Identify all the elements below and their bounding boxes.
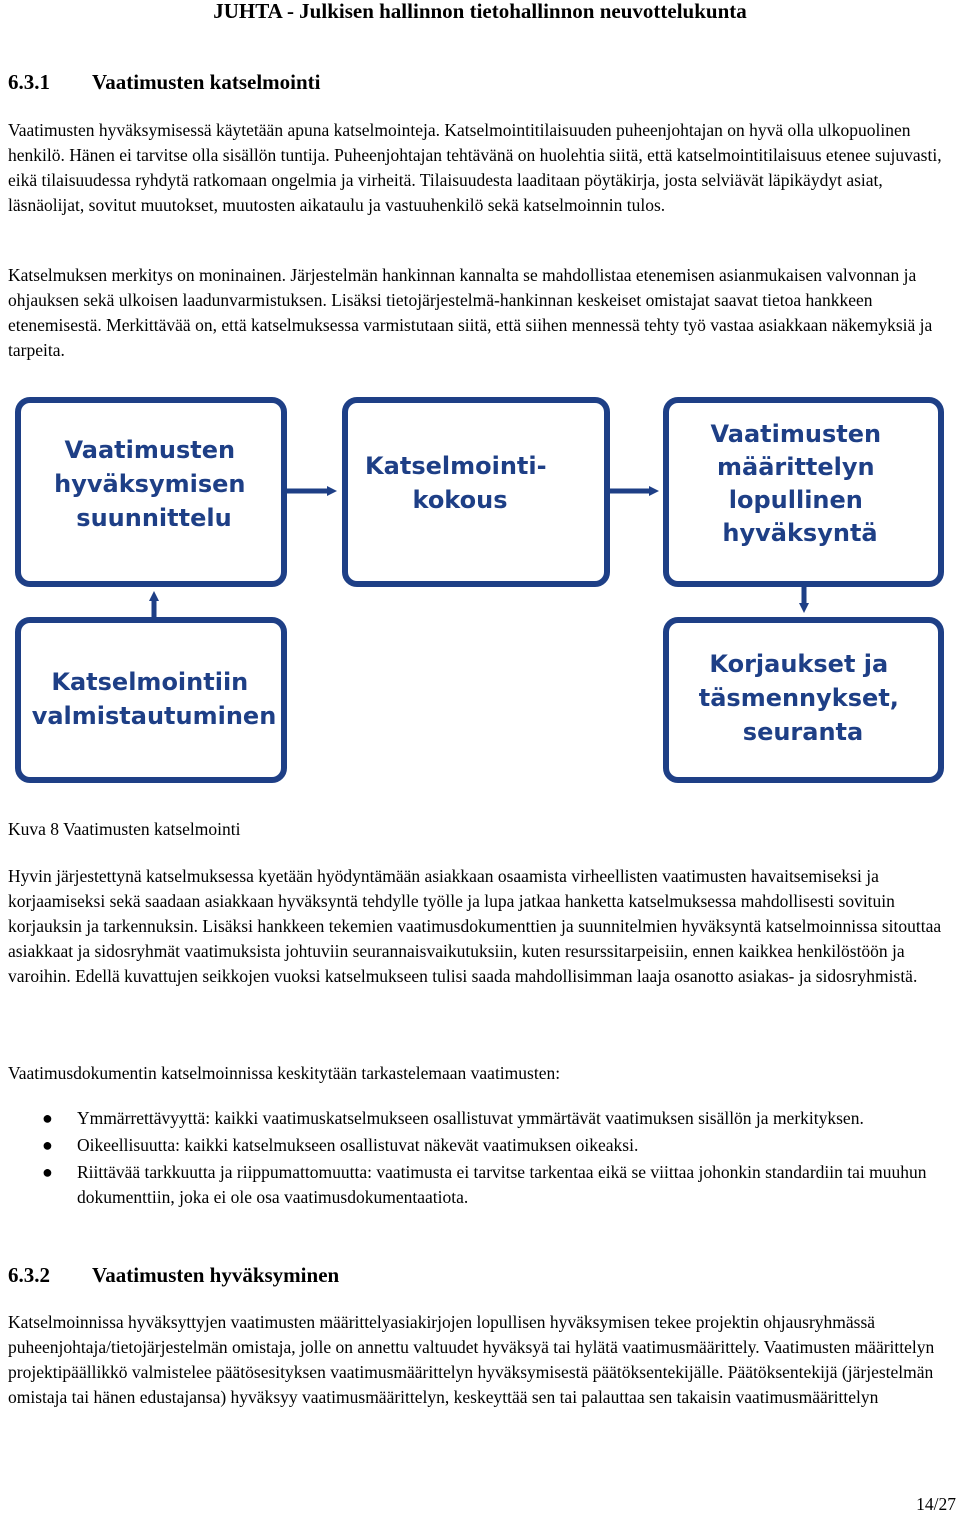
review-process-diagram <box>4 386 960 786</box>
list-item-text: Riittävää tarkkuutta ja riippumattomuutta: vaatimusta ei tarvitse tarkentaa eikä se viittaa johonkin standardiin tai muuhun dokumenttiin, joka ei ole osa vaatimusdokumentaatiota. <box>77 1162 927 1207</box>
box-fixes-line-3: seuranta <box>742 718 864 746</box>
bullet-icon: ● <box>42 1108 53 1128</box>
section-number: 6.3.2 <box>8 1263 50 1287</box>
bullet-icon: ● <box>42 1135 53 1155</box>
svg-text:Vaatimusten hyväksymisen <box>54 436 254 532</box>
box-review-preparation <box>18 620 284 780</box>
box-final-line-3: lopullinen <box>728 486 863 514</box>
box-final-line-4: hyväksyntä <box>722 519 878 547</box>
bullet-icon: ● <box>42 1162 53 1182</box>
box-fixes-line-2: täsmennykset, <box>698 684 899 712</box>
section-title: Vaatimusten hyväksyminen <box>92 1263 340 1287</box>
box-final-line-2: määrittelyn <box>717 453 875 481</box>
paragraph-review-focus: Vaatimusdokumentin katselmoinnissa keskitytään tarkastelemaan vaatimusten: <box>8 1063 561 1083</box>
box-final-line-1: Vaatimusten <box>710 420 882 448</box>
list-item <box>8 1160 958 1210</box>
figure-caption: Kuva 8 Vaatimusten katselmointi <box>8 819 241 839</box>
review-criteria-list <box>8 1106 958 1212</box>
box-planning-line-1: Vaatimusten <box>64 436 236 464</box>
list-item <box>8 1133 958 1158</box>
box-planning-line-2: hyväksymisen <box>54 470 246 498</box>
paragraph-review-intro: Vaatimusten hyväksymisessä käytetään apuna katselmointeja. Katselmointitilaisuuden puheenjohtajan on hyvä olla ulkopuolinen henkilö. Hänen ei tarvitse olla sisällön tuntija. Puheenjohtajan tehtävänä on huolehtia siitä, että katselmointitilaisuus etenee sujuvasti, eikä tilaisuudessa ryhdytä ratkomaan ongelmia ja virheitä. Tilaisuudesta laaditaan pöytäkirja, josta selviävät läpikäydyt asiat, läsnäolijat, sovitut muutokset, muutosten aikataulu ja vastuuhenkilö sekä katselmoinnin tulos. <box>8 120 942 215</box>
section-number: 6.3.1 <box>8 70 50 94</box>
paragraph-review-significance: Katselmuksen merkitys on moninainen. Järjestelmän hankinnan kannalta se mahdollistaa etenemisen asianmukaisen valvonnan ja ohjauksen sekä ulkoisen laadunvarmistuksen. Lisäksi tietojärjestelmä-hankinnan keskeiset omistajat saavat tietoa hankkeen etenemisestä. Merkittävää on, että katselmuksessa varmistutaan siitä, että siihen mennessä tehty työ vastaa asiakkaan näkemyksiä ja tarpeita. <box>8 265 933 360</box>
section-heading-6-3-1 <box>8 69 321 95</box>
box-meeting-line-2: kokous <box>412 486 508 514</box>
box-final-approval <box>666 400 941 584</box>
paragraph-approval: Katselmoinnissa hyväksyttyjen vaatimusten määrittelyasiakirjojen lopullisen hyväksymisen tekee projektin ohjausryhmässä puheenjohtaja/tietojärjestelmän omistaja, jolle on annettu valtuudet hyväksyä tai hylätä vaatimusmäärittely. Vaatimusten määrittelyn projektipäällikkö valmistelee päätösesityksen vaatimusmäärittelyn hyväksymisestä päätöksentekijälle. Päätöksentekijä (järjestelmän omistaja tai hänen edustajansa) hyväksyy vaatimusmäärittelyn, keskeyttää sen tai palauttaa sen takaisin vaatimusmäärittelyn <box>8 1312 935 1407</box>
section-title: Vaatimusten katselmointi <box>92 70 321 94</box>
section-heading-6-3-2 <box>8 1262 339 1288</box>
box-planning-line-3: suunnittelu <box>76 504 232 532</box>
list-item-text: Ymmärrettävyyttä: kaikki vaatimuskatselmukseen osallistuvat ymmärtävät vaatimuksen sisällön ja merkityksen. <box>77 1108 864 1128</box>
box-requirements-approval-planning <box>18 400 284 584</box>
box-prep-line-1: Katselmointiin <box>51 668 249 696</box>
box-meeting-line-1: Katselmointi- <box>365 452 547 480</box>
box-fixes-line-1: Korjaukset ja <box>709 650 889 678</box>
box-prep-line-2: valmistautuminen <box>31 702 277 730</box>
document-header: JUHTA - Julkisen hallinnon tietohallinnon neuvottelukunta <box>213 0 747 23</box>
page-number: 14/27 <box>916 1494 956 1514</box>
paragraph-review-benefits: Hyvin järjestettynä katselmuksessa kyetään hyödyntämään asiakkaan osaamista virheellisten vaatimusten havaitsemiseksi ja korjaamiseksi sekä saadaan asiakkaan hyväksyntä tehdylle työlle ja lupa jatkaa hanketta katselmuksessa mahdollisesti sovituin korjauksin ja tarkennuksin. Lisäksi hankkeen tekemien vaatimusdokumenttien ja suunnitelmien hyväksyntä katselmoinnissa sitouttaa asiakkaat ja sidosryhmät vaatimuksista johtuviin seurannaisvaikutuksiin, kuten resurssitarpeisiin, ennen kaikkea henkilöstöön ja varoihin. Edellä kuvattujen seikkojen vuoksi katselmukseen tulisi saada mahdollisimman laaja osanotto asiakas- ja sidosryhmistä. <box>8 866 942 986</box>
box-fixes-and-follow-up <box>666 620 941 780</box>
list-item <box>8 1106 958 1131</box>
box-review-meeting <box>345 400 607 584</box>
list-item-text: Oikeellisuutta: kaikki katselmukseen osallistuvat näkevät vaatimuksen oikeaksi. <box>77 1135 639 1155</box>
